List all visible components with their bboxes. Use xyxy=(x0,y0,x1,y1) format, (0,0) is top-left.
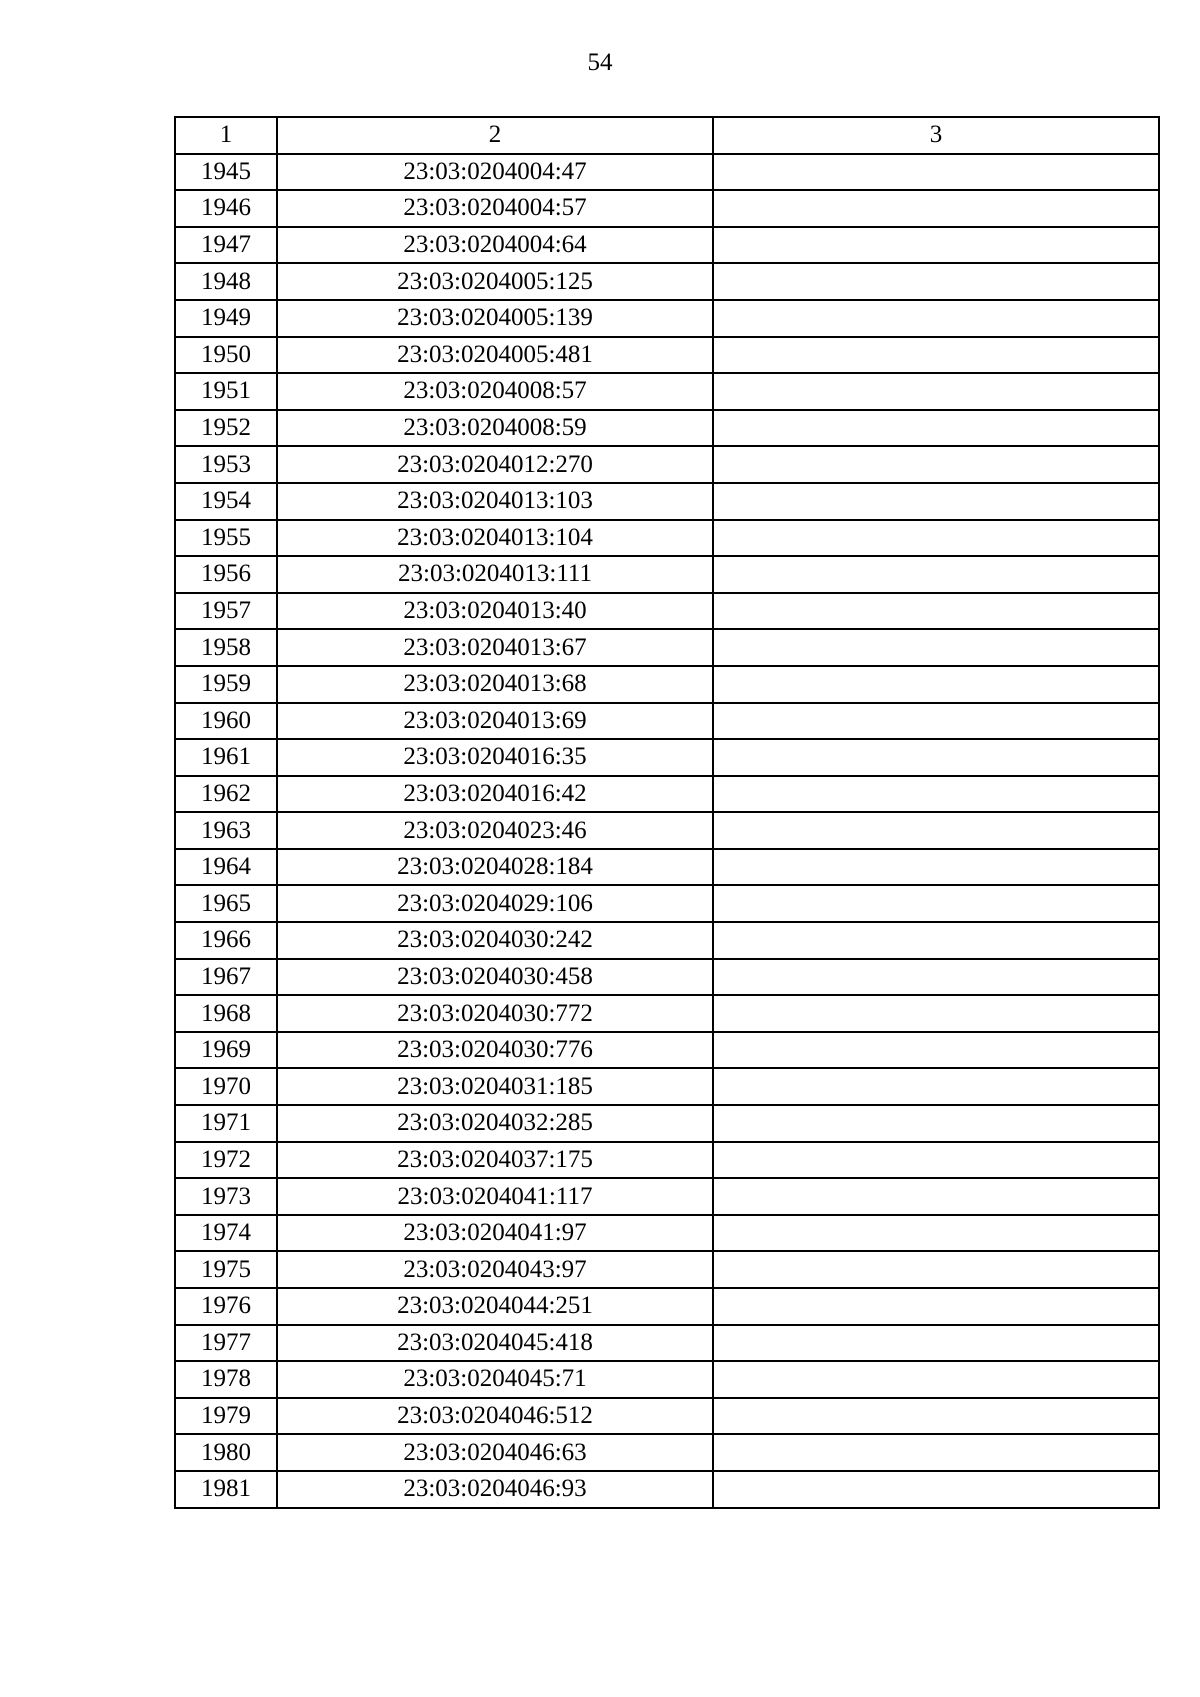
page-number: 54 xyxy=(587,49,613,76)
table-header-row xyxy=(175,117,1159,154)
column-header-1: 1 xyxy=(175,117,277,154)
cadastral-number-cell: 23:03:0204030:242 xyxy=(277,922,713,959)
note-cell xyxy=(713,1398,1159,1435)
row-number-cell: 1973 xyxy=(175,1178,277,1215)
table-row xyxy=(175,593,1159,630)
table-row xyxy=(175,373,1159,410)
note-cell xyxy=(713,1215,1159,1252)
cadastral-number-cell: 23:03:0204041:117 xyxy=(277,1178,713,1215)
note-cell xyxy=(713,629,1159,666)
cadastral-number-cell: 23:03:0204008:59 xyxy=(277,410,713,447)
note-cell xyxy=(713,593,1159,630)
cadastral-number-cell: 23:03:0204046:93 xyxy=(277,1471,713,1508)
table-row xyxy=(175,263,1159,300)
table-row xyxy=(175,300,1159,337)
cadastral-number-cell: 23:03:0204041:97 xyxy=(277,1215,713,1252)
row-number-cell: 1977 xyxy=(175,1325,277,1362)
cadastral-number-cell: 23:03:0204013:103 xyxy=(277,483,713,520)
cadastral-number-cell: 23:03:0204028:184 xyxy=(277,849,713,886)
cadastral-number-cell: 23:03:0204037:175 xyxy=(277,1142,713,1179)
cadastral-number-cell: 23:03:0204012:270 xyxy=(277,446,713,483)
cadastral-number-cell: 23:03:0204005:125 xyxy=(277,263,713,300)
table-row xyxy=(175,1032,1159,1069)
table-row xyxy=(175,959,1159,996)
cadastral-number-cell: 23:03:0204023:46 xyxy=(277,812,713,849)
row-number-cell: 1959 xyxy=(175,666,277,703)
note-cell xyxy=(713,666,1159,703)
table-body xyxy=(175,117,1159,1508)
row-number-cell: 1945 xyxy=(175,154,277,191)
cadastral-number-cell: 23:03:0204046:512 xyxy=(277,1398,713,1435)
note-cell xyxy=(713,1288,1159,1325)
note-cell xyxy=(713,1142,1159,1179)
table-row xyxy=(175,1288,1159,1325)
table-row xyxy=(175,849,1159,886)
note-cell xyxy=(713,739,1159,776)
table-row xyxy=(175,1434,1159,1471)
note-cell xyxy=(713,446,1159,483)
note-cell xyxy=(713,300,1159,337)
cadastral-number-cell: 23:03:0204032:285 xyxy=(277,1105,713,1142)
row-number-cell: 1964 xyxy=(175,849,277,886)
row-number-cell: 1968 xyxy=(175,995,277,1032)
note-cell xyxy=(713,1434,1159,1471)
note-cell xyxy=(713,1032,1159,1069)
cadastral-number-cell: 23:03:0204004:64 xyxy=(277,227,713,264)
row-number-cell: 1958 xyxy=(175,629,277,666)
note-cell xyxy=(713,410,1159,447)
cadastral-number-cell: 23:03:0204030:458 xyxy=(277,959,713,996)
note-cell xyxy=(713,556,1159,593)
note-cell xyxy=(713,154,1159,191)
note-cell xyxy=(713,1251,1159,1288)
cadastral-number-cell: 23:03:0204013:104 xyxy=(277,520,713,557)
cadastral-number-cell: 23:03:0204046:63 xyxy=(277,1434,713,1471)
cadastral-number-cell: 23:03:0204043:97 xyxy=(277,1251,713,1288)
row-number-cell: 1974 xyxy=(175,1215,277,1252)
note-cell xyxy=(713,1471,1159,1508)
note-cell xyxy=(713,959,1159,996)
cadastral-number-cell: 23:03:0204044:251 xyxy=(277,1288,713,1325)
row-number-cell: 1965 xyxy=(175,885,277,922)
cadastral-number-cell: 23:03:0204013:111 xyxy=(277,556,713,593)
table-row xyxy=(175,337,1159,374)
row-number-cell: 1953 xyxy=(175,446,277,483)
table-row xyxy=(175,1251,1159,1288)
row-number-cell: 1949 xyxy=(175,300,277,337)
table-row xyxy=(175,739,1159,776)
row-number-cell: 1956 xyxy=(175,556,277,593)
note-cell xyxy=(713,995,1159,1032)
table-row xyxy=(175,885,1159,922)
table-row xyxy=(175,483,1159,520)
note-cell xyxy=(713,1178,1159,1215)
table-row xyxy=(175,190,1159,227)
note-cell xyxy=(713,703,1159,740)
row-number-cell: 1980 xyxy=(175,1434,277,1471)
table-row xyxy=(175,1105,1159,1142)
row-number-cell: 1962 xyxy=(175,776,277,813)
note-cell xyxy=(713,922,1159,959)
note-cell xyxy=(713,190,1159,227)
table-row xyxy=(175,1471,1159,1508)
row-number-cell: 1967 xyxy=(175,959,277,996)
row-number-cell: 1975 xyxy=(175,1251,277,1288)
cadastral-number-cell: 23:03:0204008:57 xyxy=(277,373,713,410)
row-number-cell: 1978 xyxy=(175,1361,277,1398)
row-number-cell: 1979 xyxy=(175,1398,277,1435)
table-row xyxy=(175,1068,1159,1105)
note-cell xyxy=(713,1325,1159,1362)
row-number-cell: 1966 xyxy=(175,922,277,959)
table-row xyxy=(175,703,1159,740)
row-number-cell: 1946 xyxy=(175,190,277,227)
note-cell xyxy=(713,520,1159,557)
table-row xyxy=(175,776,1159,813)
row-number-cell: 1970 xyxy=(175,1068,277,1105)
row-number-cell: 1961 xyxy=(175,739,277,776)
table-row xyxy=(175,1361,1159,1398)
table-row xyxy=(175,812,1159,849)
row-number-cell: 1957 xyxy=(175,593,277,630)
cadastral-number-cell: 23:03:0204030:776 xyxy=(277,1032,713,1069)
row-number-cell: 1971 xyxy=(175,1105,277,1142)
note-cell xyxy=(713,849,1159,886)
table-row xyxy=(175,1215,1159,1252)
cadastral-number-cell: 23:03:0204045:71 xyxy=(277,1361,713,1398)
table-row xyxy=(175,154,1159,191)
row-number-cell: 1972 xyxy=(175,1142,277,1179)
note-cell xyxy=(713,776,1159,813)
table-row xyxy=(175,1142,1159,1179)
note-cell xyxy=(713,885,1159,922)
note-cell xyxy=(713,227,1159,264)
table-row xyxy=(175,446,1159,483)
table-row xyxy=(175,922,1159,959)
row-number-cell: 1950 xyxy=(175,337,277,374)
table-row xyxy=(175,1398,1159,1435)
note-cell xyxy=(713,373,1159,410)
column-header-3: 3 xyxy=(713,117,1159,154)
row-number-cell: 1963 xyxy=(175,812,277,849)
table-row xyxy=(175,629,1159,666)
row-number-cell: 1954 xyxy=(175,483,277,520)
table-row xyxy=(175,556,1159,593)
cadastral-number-cell: 23:03:0204005:481 xyxy=(277,337,713,374)
cadastral-number-cell: 23:03:0204016:42 xyxy=(277,776,713,813)
note-cell xyxy=(713,1068,1159,1105)
table-row xyxy=(175,410,1159,447)
note-cell xyxy=(713,337,1159,374)
row-number-cell: 1969 xyxy=(175,1032,277,1069)
row-number-cell: 1951 xyxy=(175,373,277,410)
table-row xyxy=(175,520,1159,557)
table-row xyxy=(175,666,1159,703)
table-row xyxy=(175,227,1159,264)
row-number-cell: 1960 xyxy=(175,703,277,740)
cadastral-number-cell: 23:03:0204013:68 xyxy=(277,666,713,703)
cadastral-number-cell: 23:03:0204005:139 xyxy=(277,300,713,337)
row-number-cell: 1948 xyxy=(175,263,277,300)
note-cell xyxy=(713,483,1159,520)
note-cell xyxy=(713,263,1159,300)
table-row xyxy=(175,1325,1159,1362)
note-cell xyxy=(713,812,1159,849)
cadastral-number-cell: 23:03:0204045:418 xyxy=(277,1325,713,1362)
cadastral-number-cell: 23:03:0204031:185 xyxy=(277,1068,713,1105)
cadastral-number-cell: 23:03:0204004:57 xyxy=(277,190,713,227)
note-cell xyxy=(713,1105,1159,1142)
cadastral-number-cell: 23:03:0204029:106 xyxy=(277,885,713,922)
table-row xyxy=(175,1178,1159,1215)
table-row xyxy=(175,995,1159,1032)
row-number-cell: 1955 xyxy=(175,520,277,557)
data-table xyxy=(174,116,1160,1509)
cadastral-number-cell: 23:03:0204016:35 xyxy=(277,739,713,776)
note-cell xyxy=(713,1361,1159,1398)
cadastral-number-cell: 23:03:0204004:47 xyxy=(277,154,713,191)
row-number-cell: 1947 xyxy=(175,227,277,264)
row-number-cell: 1952 xyxy=(175,410,277,447)
row-number-cell: 1976 xyxy=(175,1288,277,1325)
cadastral-number-cell: 23:03:0204030:772 xyxy=(277,995,713,1032)
column-header-2: 2 xyxy=(277,117,713,154)
cadastral-number-cell: 23:03:0204013:69 xyxy=(277,703,713,740)
row-number-cell: 1981 xyxy=(175,1471,277,1508)
cadastral-number-cell: 23:03:0204013:67 xyxy=(277,629,713,666)
cadastral-number-cell: 23:03:0204013:40 xyxy=(277,593,713,630)
